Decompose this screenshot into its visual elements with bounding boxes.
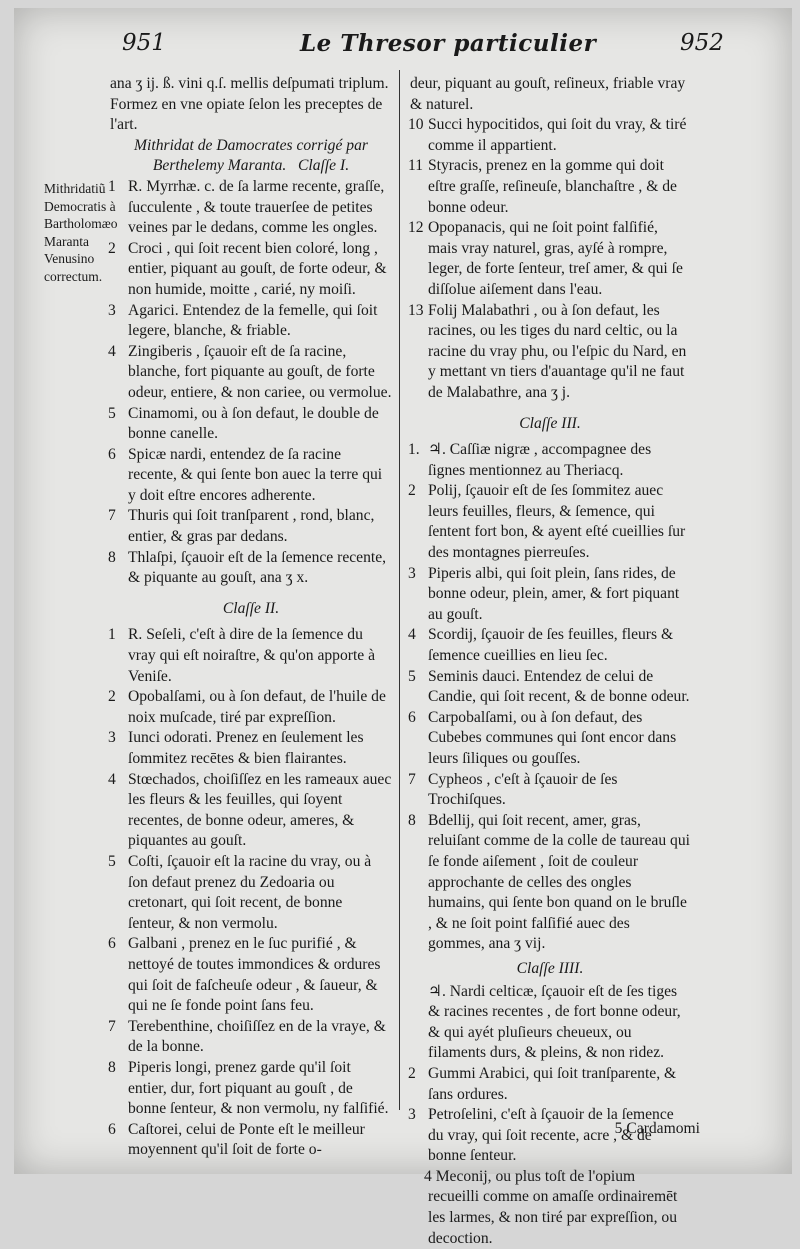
classe-1-list xyxy=(110,177,392,589)
classe-2-heading: Claſſe II. xyxy=(222,599,280,617)
list-item xyxy=(110,1058,392,1120)
item-number: 2 xyxy=(408,482,416,500)
item-text: Gummi Arabici, qui ſoit tranſparente, & ſans ordures. xyxy=(428,1064,677,1103)
list-item xyxy=(110,1017,392,1058)
item-text: Spicæ nardi, entendez de ſa racine recente, & qui ſente bon auec la terre qui y doit eſtre encores adherente. xyxy=(128,445,383,504)
item-text: Agarici. Entendez de la femelle, qui ſoit legere, blanche, & friable. xyxy=(128,301,378,340)
item-number: 1. xyxy=(408,441,420,459)
item-text: Thlaſpi, ſçauoir eſt de la ſemence recente, & piquante au gouſt, ana ʒ x. xyxy=(128,548,387,587)
list-item xyxy=(410,301,690,404)
list-item xyxy=(110,625,392,687)
list-item xyxy=(110,934,392,1016)
right-page-number: 952 xyxy=(680,30,724,56)
classe-1-heading: Claſſe I. xyxy=(297,157,350,175)
classe-3-heading: Claſſe III. xyxy=(519,414,581,432)
list-item xyxy=(110,548,392,589)
list-item xyxy=(410,625,690,666)
list-item xyxy=(410,115,690,156)
list-item xyxy=(410,667,690,708)
item-text: Petroſelini, c'eſt à ſçauoir de la ſemence du vray, qui ſoit recente, acre , & de bonne ſenteur. xyxy=(428,1106,674,1165)
list-item xyxy=(410,440,690,481)
list-item xyxy=(410,218,690,300)
classe-4-list xyxy=(410,982,690,1167)
list-item xyxy=(410,564,690,626)
list-item xyxy=(110,301,392,342)
list-item xyxy=(110,342,392,404)
item-number: 6 xyxy=(408,708,416,726)
item-number: 4 xyxy=(108,342,116,360)
item-text: Iunci odorati. Prenez en ſeulement les ſommitez recētes & bien flairantes. xyxy=(128,729,364,767)
item-number: 1 xyxy=(108,626,116,644)
list-item xyxy=(110,728,392,769)
item-number: 4 xyxy=(108,770,116,788)
item-text: Scordij, ſçauoir de ſes feuilles, fleurs & ſemence cueillies en lieu ſec. xyxy=(428,626,674,665)
left-page-number: 951 xyxy=(122,30,166,56)
item-number: 11 xyxy=(408,157,424,175)
left-column xyxy=(110,74,392,1161)
item-text: Seminis dauci. Entendez de celui de Candie, qui ſoit recent, & de bonne odeur. xyxy=(428,667,690,706)
item-number: 4 xyxy=(408,626,416,644)
list-item xyxy=(110,770,392,852)
continued-text: deur, piquant au gouſt, reſineux, friable vray & naturel. xyxy=(410,75,686,113)
author-name: Berthelemy Maranta. xyxy=(152,157,287,175)
item-number: 3 xyxy=(108,729,116,747)
item-text: Galbani , prenez en le ſuc purifié , & nettoyé de toutes immondices & ordures qui ſoit de faſcheuſe odeur , & ſaueur, & qui ne ſe fonde point ſans feu. xyxy=(128,935,381,1015)
list-item xyxy=(410,1064,690,1105)
item-number: 2 xyxy=(408,1064,416,1082)
item-number: 2 xyxy=(108,688,116,706)
list-item xyxy=(410,770,690,811)
list-item xyxy=(110,239,392,301)
item-number: 6 xyxy=(108,445,116,463)
item-text: Bdellij, qui ſoit recent, amer, gras, reluiſant comme de la colle de taureau qui ſe fonde aiſement , ſoit de couleur approchante de celles des ongles humains, qui ſente bon quand on le bruſle , & ne ſoit point falſifié auec des gommes, ana ʒ vij. xyxy=(428,811,690,953)
classe-4-heading: Claſſe IIII. xyxy=(516,959,584,977)
catchword: 5 Cardamomi xyxy=(614,1120,700,1137)
list-item xyxy=(110,445,392,507)
list-item xyxy=(410,811,690,955)
item-number: 2 xyxy=(108,239,116,257)
item-number: 13 xyxy=(408,301,424,319)
item-number: 10 xyxy=(408,116,424,134)
classe-2-list xyxy=(110,625,392,1160)
item-text: Piperis longi, prenez garde qu'il ſoit entier, dur, fort piquant au gouſt , de bonne ſenteur, & non vermolu, ny falſifié. xyxy=(128,1058,389,1118)
list-item xyxy=(110,687,392,728)
item-text: Succi hypocitidos, qui ſoit du vray, & tiré comme il appartient. xyxy=(428,116,687,154)
item-number: 8 xyxy=(108,548,116,566)
list-item xyxy=(410,156,690,218)
intro-paragraph: ana ʒ ij. ß. vini q.ſ. mellis deſpumati triplum. Formez en vne opiate ſelon les preceptes de l'art. xyxy=(110,75,389,134)
item-text: ♃. Nardi celticæ, ſçauoir eſt de ſes tiges & racines recentes , de fort bonne odeur, & qui ayét pluſieurs cheueux, ou filaments durs, & pleins, & non ridez. xyxy=(428,982,681,1062)
section-heading: Mithridat de Damocrates corrigé par xyxy=(134,136,368,154)
right-column xyxy=(410,74,690,1249)
list-item xyxy=(110,852,392,934)
item-number: 7 xyxy=(108,507,116,525)
item-number: 6 xyxy=(108,1120,116,1138)
item-number: 12 xyxy=(408,219,424,237)
item-text: Coſti, ſçauoir eſt la racine du vray, ou à ſon defaut prenez du Zedoaria ou cretonart, qui ſoit recent, de bonne ſenteur, & non vermolu. xyxy=(128,852,372,932)
item-number: 3 xyxy=(408,1106,416,1124)
item-text: Opobalſami, ou à ſon defaut, de l'huile de noix muſcade, tiré par expreſſion. xyxy=(128,688,386,726)
item-text: Caſtorei, celui de Ponte eſt le meilleur moyennent qu'il ſoit de forte o- xyxy=(128,1120,365,1159)
item-text: Cinamomi, ou à ſon defaut, le double de bonne canelle. xyxy=(128,404,379,443)
item-text: Folij Malabathri , ou à ſon defaut, les racines, ou les tiges du nard celtic, ou la racine du vray phu, ou l'eſpic du Nard, en y mettant vn tiers d'auantage qu'il ne faut de Malabathre, ana ʒ j. xyxy=(428,301,687,401)
item-text: Stœchados, choiſiſſez en les rameaux auec les fleurs & les feuilles, qui ſoyent recentes, de bonne odeur, ameres, & piquantes au gouſt. xyxy=(128,770,392,850)
item-number: 5 xyxy=(408,667,416,685)
item-text: Cypheos , c'eſt à ſçauoir de ſes Trochiſques. xyxy=(428,770,618,809)
list-item xyxy=(110,1120,392,1161)
list-item xyxy=(410,708,690,770)
last-entry: 4 Meconij, ou plus toſt de l'opium recueilli comme on amaſſe ordinairemēt les larmes, & non tiré par expreſſion, ou decoction. xyxy=(424,1167,678,1247)
list-item xyxy=(110,506,392,547)
section-heading-line2 xyxy=(110,156,392,177)
running-title: Le Thresor particulier xyxy=(300,30,597,57)
item-number: 6 xyxy=(108,935,116,953)
item-number: 5 xyxy=(108,852,116,870)
list-item xyxy=(110,404,392,445)
item-number: 3 xyxy=(408,564,416,582)
item-number: 8 xyxy=(408,811,416,829)
item-text: Terebenthine, choiſiſſez en de la vraye, & de la bonne. xyxy=(128,1017,386,1056)
item-text: Thuris qui ſoit tranſparent , rond, blanc, entier, & gras par dedans. xyxy=(128,507,375,546)
item-number: 7 xyxy=(108,1017,116,1035)
item-number: 3 xyxy=(108,301,116,319)
item-text: Polij, ſçauoir eſt de ſes ſommitez auec leurs feuilles, fleurs, & ſemence, qui ſentent fort bon, & ayent eſté cueillies ſur des montagnes pierreuſes. xyxy=(428,482,686,562)
column-divider xyxy=(399,70,400,1110)
classe-3-list xyxy=(410,440,690,955)
item-text: Piperis albi, qui ſoit plein, ſans rides, de bonne odeur, plein, amer, & fort piquant au gouſt. xyxy=(428,564,680,623)
item-text: Zingiberis , ſçauoir eſt de ſa racine, blanche, fort piquante au gouſt, de forte odeur, entiere, & non cariee, ou vermolue. xyxy=(128,342,392,401)
item-text: Carpobalſami, ou à ſon defaut, des Cubebes communes qui ſont encor dans leurs ſiliques ou gouſſes. xyxy=(428,708,677,767)
item-number: 7 xyxy=(408,770,416,788)
item-number: 8 xyxy=(108,1058,116,1076)
item-text: Opopanacis, qui ne ſoit point falſifié, mais vray naturel, gras, ayſé à rompre, leger, de forte ſenteur, treſ amer, & qui ſe diſſolue aiſement dans l'eau. xyxy=(428,219,683,298)
item-text: Croci , qui ſoit recent bien coloré, long , entier, piquant au gouſt, de forte odeur, & non humide, moitte , carié, ny moiſi. xyxy=(128,239,387,298)
item-text: Styracis, prenez en la gomme qui doit eſtre graſſe, reſineuſe, blanchaſtre , & de bonne odeur. xyxy=(428,157,677,216)
item-number: 5 xyxy=(108,404,116,422)
list-item xyxy=(110,177,392,239)
item-text: R. Seſeli, c'eſt à dire de la ſemence du vray qui eſt noiraſtre, & qu'on apporte à Veniſe. xyxy=(128,626,376,685)
classe-2-continued-list xyxy=(410,115,690,403)
margin-note: Mithridatiũ Democratis à Bartholomæo Maranta Venusino correctum. xyxy=(44,181,118,284)
item-text: R. Myrrhæ. c. de ſa larme recente, graſſe, ſucculente , & toute trauerſee de petites veines par le dedans, comme les ongles. xyxy=(128,177,385,237)
list-item xyxy=(410,481,690,563)
list-item xyxy=(410,982,690,1064)
item-number: 1 xyxy=(108,177,116,195)
item-text: ♃. Caſſiæ nigræ , accompagnee des ſignes mentionnez au Theriacq. xyxy=(428,441,652,479)
